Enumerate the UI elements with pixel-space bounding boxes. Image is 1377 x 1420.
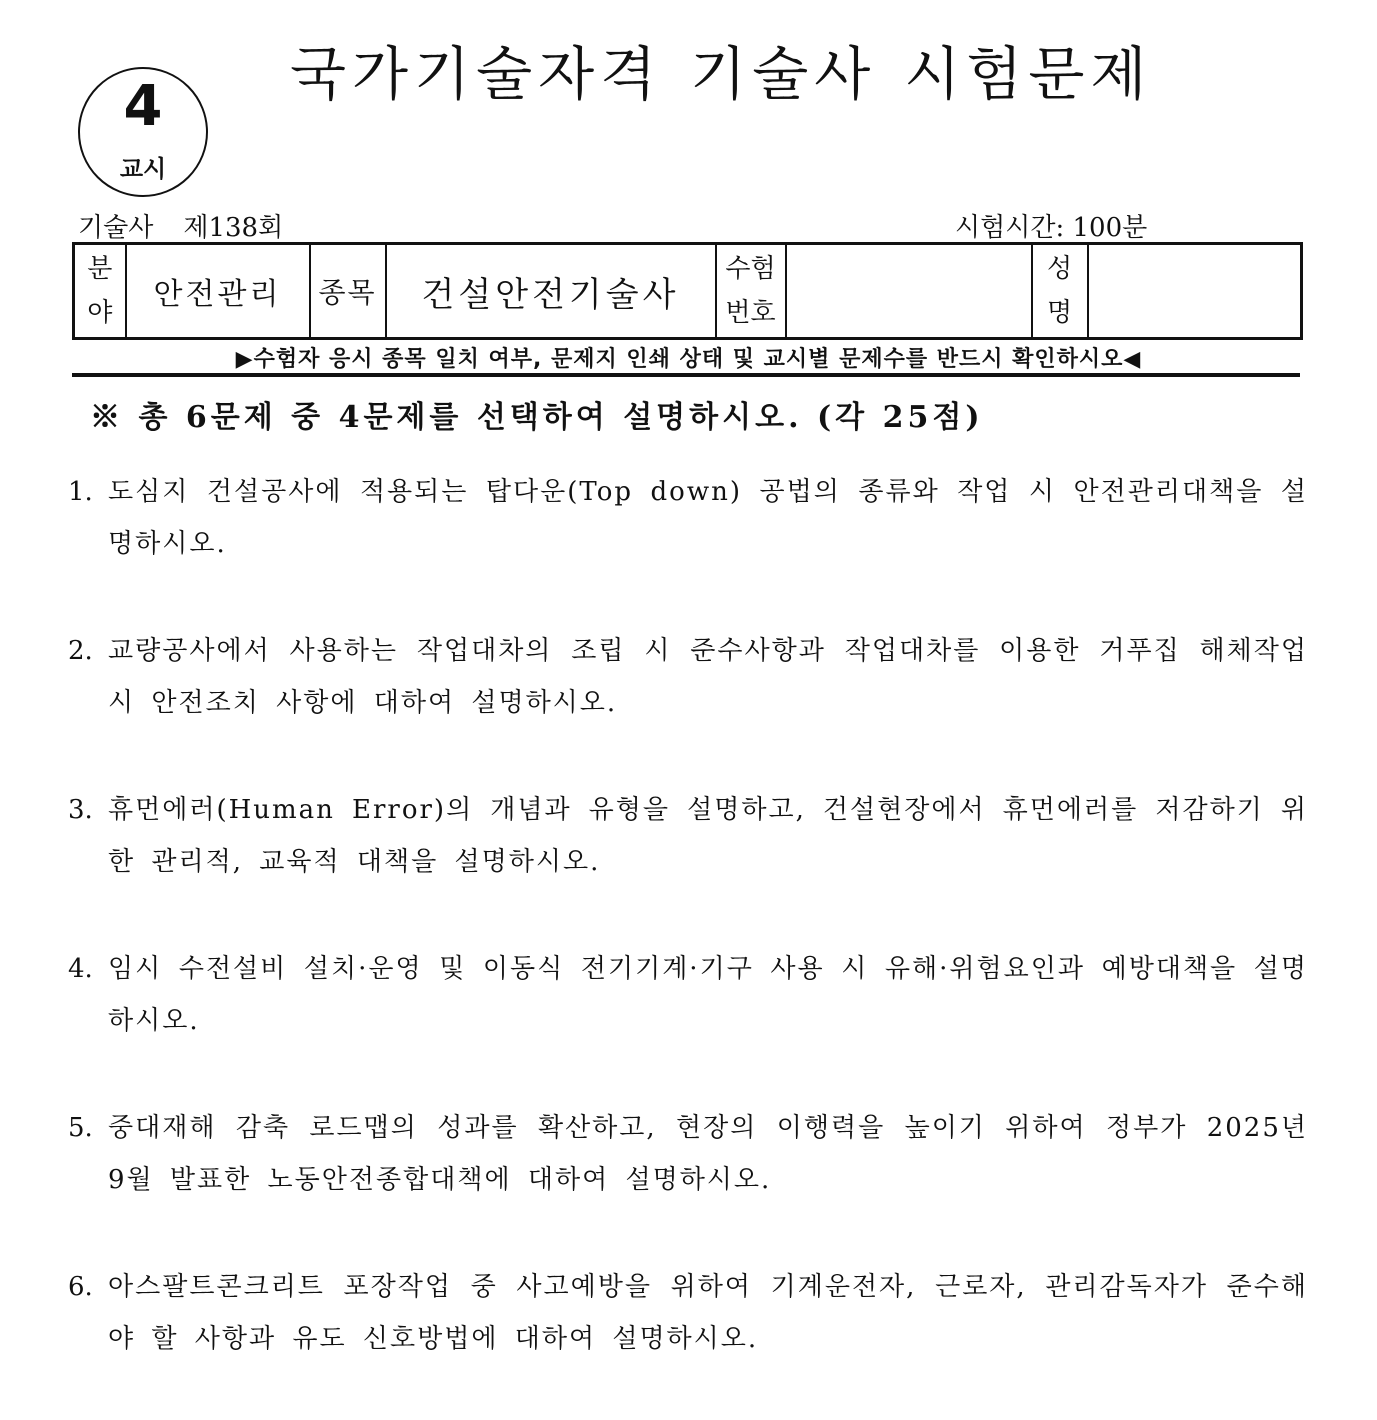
period-number: 4: [123, 74, 163, 139]
subject-label: 종목: [318, 276, 377, 309]
subject-value: 건설안전기술사: [421, 274, 680, 315]
question-item: [68, 1261, 1308, 1420]
field-label-line-2: 야: [87, 298, 113, 328]
period-label: 교시: [119, 155, 167, 183]
exam-round: [78, 207, 283, 244]
question-item: [68, 784, 1308, 943]
name-field[interactable]: [1088, 244, 1302, 339]
subject-label-cell: [310, 244, 386, 339]
exam-number-label-line-1: 수험: [725, 254, 776, 284]
field-value: 안전관리: [153, 277, 282, 312]
question-text: 휴먼에러(Human Error)의 개념과 유형을 설명하고, 건설현장에서 휴먼에러를 저감하기 위한 관리적, 교육적 대책을 설명하시오.: [108, 795, 1308, 877]
notice-text: ▶수험자 응시 종목 일치 여부, 문제지 인쇄 상태 및 교시별 문제수를 반드시 확인하시오◀: [235, 347, 1142, 372]
question-text: 아스팔트콘크리트 포장작업 중 사고예방을 위하여 기계운전자, 근로자, 관리감독자가 준수해야 할 사항과 유도 신호방법에 대하여 설명하시오.: [108, 1272, 1308, 1354]
name-label-line-1: 성: [1046, 254, 1073, 284]
question-text: 중대재해 감축 로드맵의 성과를 확산하고, 현장의 이행력을 높이기 위하여 정부가 2025년 9월 발표한 노동안전종합대책에 대하여 설명하시오.: [108, 1113, 1308, 1195]
question-list: [68, 466, 1308, 1420]
exam-time: 시험시간: 100분: [955, 213, 1148, 243]
name-label: [1032, 244, 1088, 339]
question-number: 4.: [68, 954, 93, 984]
question-text: 교량공사에서 사용하는 작업대차의 조립 시 준수사항과 작업대차를 이용한 거푸집 해체작업 시 안전조치 사항에 대하여 설명하시오.: [108, 636, 1308, 718]
exam-category: 기술사: [78, 213, 154, 243]
exam-round-number: 제138회: [183, 213, 284, 243]
field-label: [74, 244, 126, 339]
exam-info-table: [72, 242, 1303, 340]
divider: [72, 373, 1300, 377]
question-text: 임시 수전설비 설치·운영 및 이동식 전기기계·기구 사용 시 유해·위험요인과 예방대책을 설명하시오.: [108, 954, 1308, 1036]
question-number: 5.: [68, 1113, 93, 1143]
question-number: 3.: [68, 795, 93, 825]
field-label-line-1: 분: [87, 254, 113, 284]
field-value-cell: [126, 244, 310, 339]
exam-number-label-line-2: 번호: [725, 298, 776, 328]
question-number: 2.: [68, 636, 93, 666]
question-text: 도심지 건설공사에 적용되는 탑다운(Top down) 공법의 종류와 작업 시 안전관리대책을 설명하시오.: [108, 477, 1308, 559]
subject-value-cell: [386, 244, 716, 339]
question-item: [68, 466, 1308, 625]
title-part-1: 국가기술자격: [290, 40, 663, 108]
title-part-2: 기술사: [690, 40, 877, 108]
exam-number-label: [716, 244, 786, 339]
question-number: 6.: [68, 1272, 93, 1302]
question-item: [68, 943, 1308, 1102]
name-label-line-2: 명: [1046, 298, 1073, 328]
period-badge: [78, 67, 208, 197]
question-item: [68, 1102, 1308, 1261]
page-title: [290, 40, 1153, 110]
question-item: [68, 625, 1308, 784]
question-number: 1.: [68, 477, 93, 507]
title-part-3: 시험문제: [904, 40, 1153, 108]
instruction-text: ※ 총 6문제 중 4문제를 선택하여 설명하시오. (각 25점): [90, 400, 984, 435]
exam-number-field[interactable]: [786, 244, 1032, 339]
